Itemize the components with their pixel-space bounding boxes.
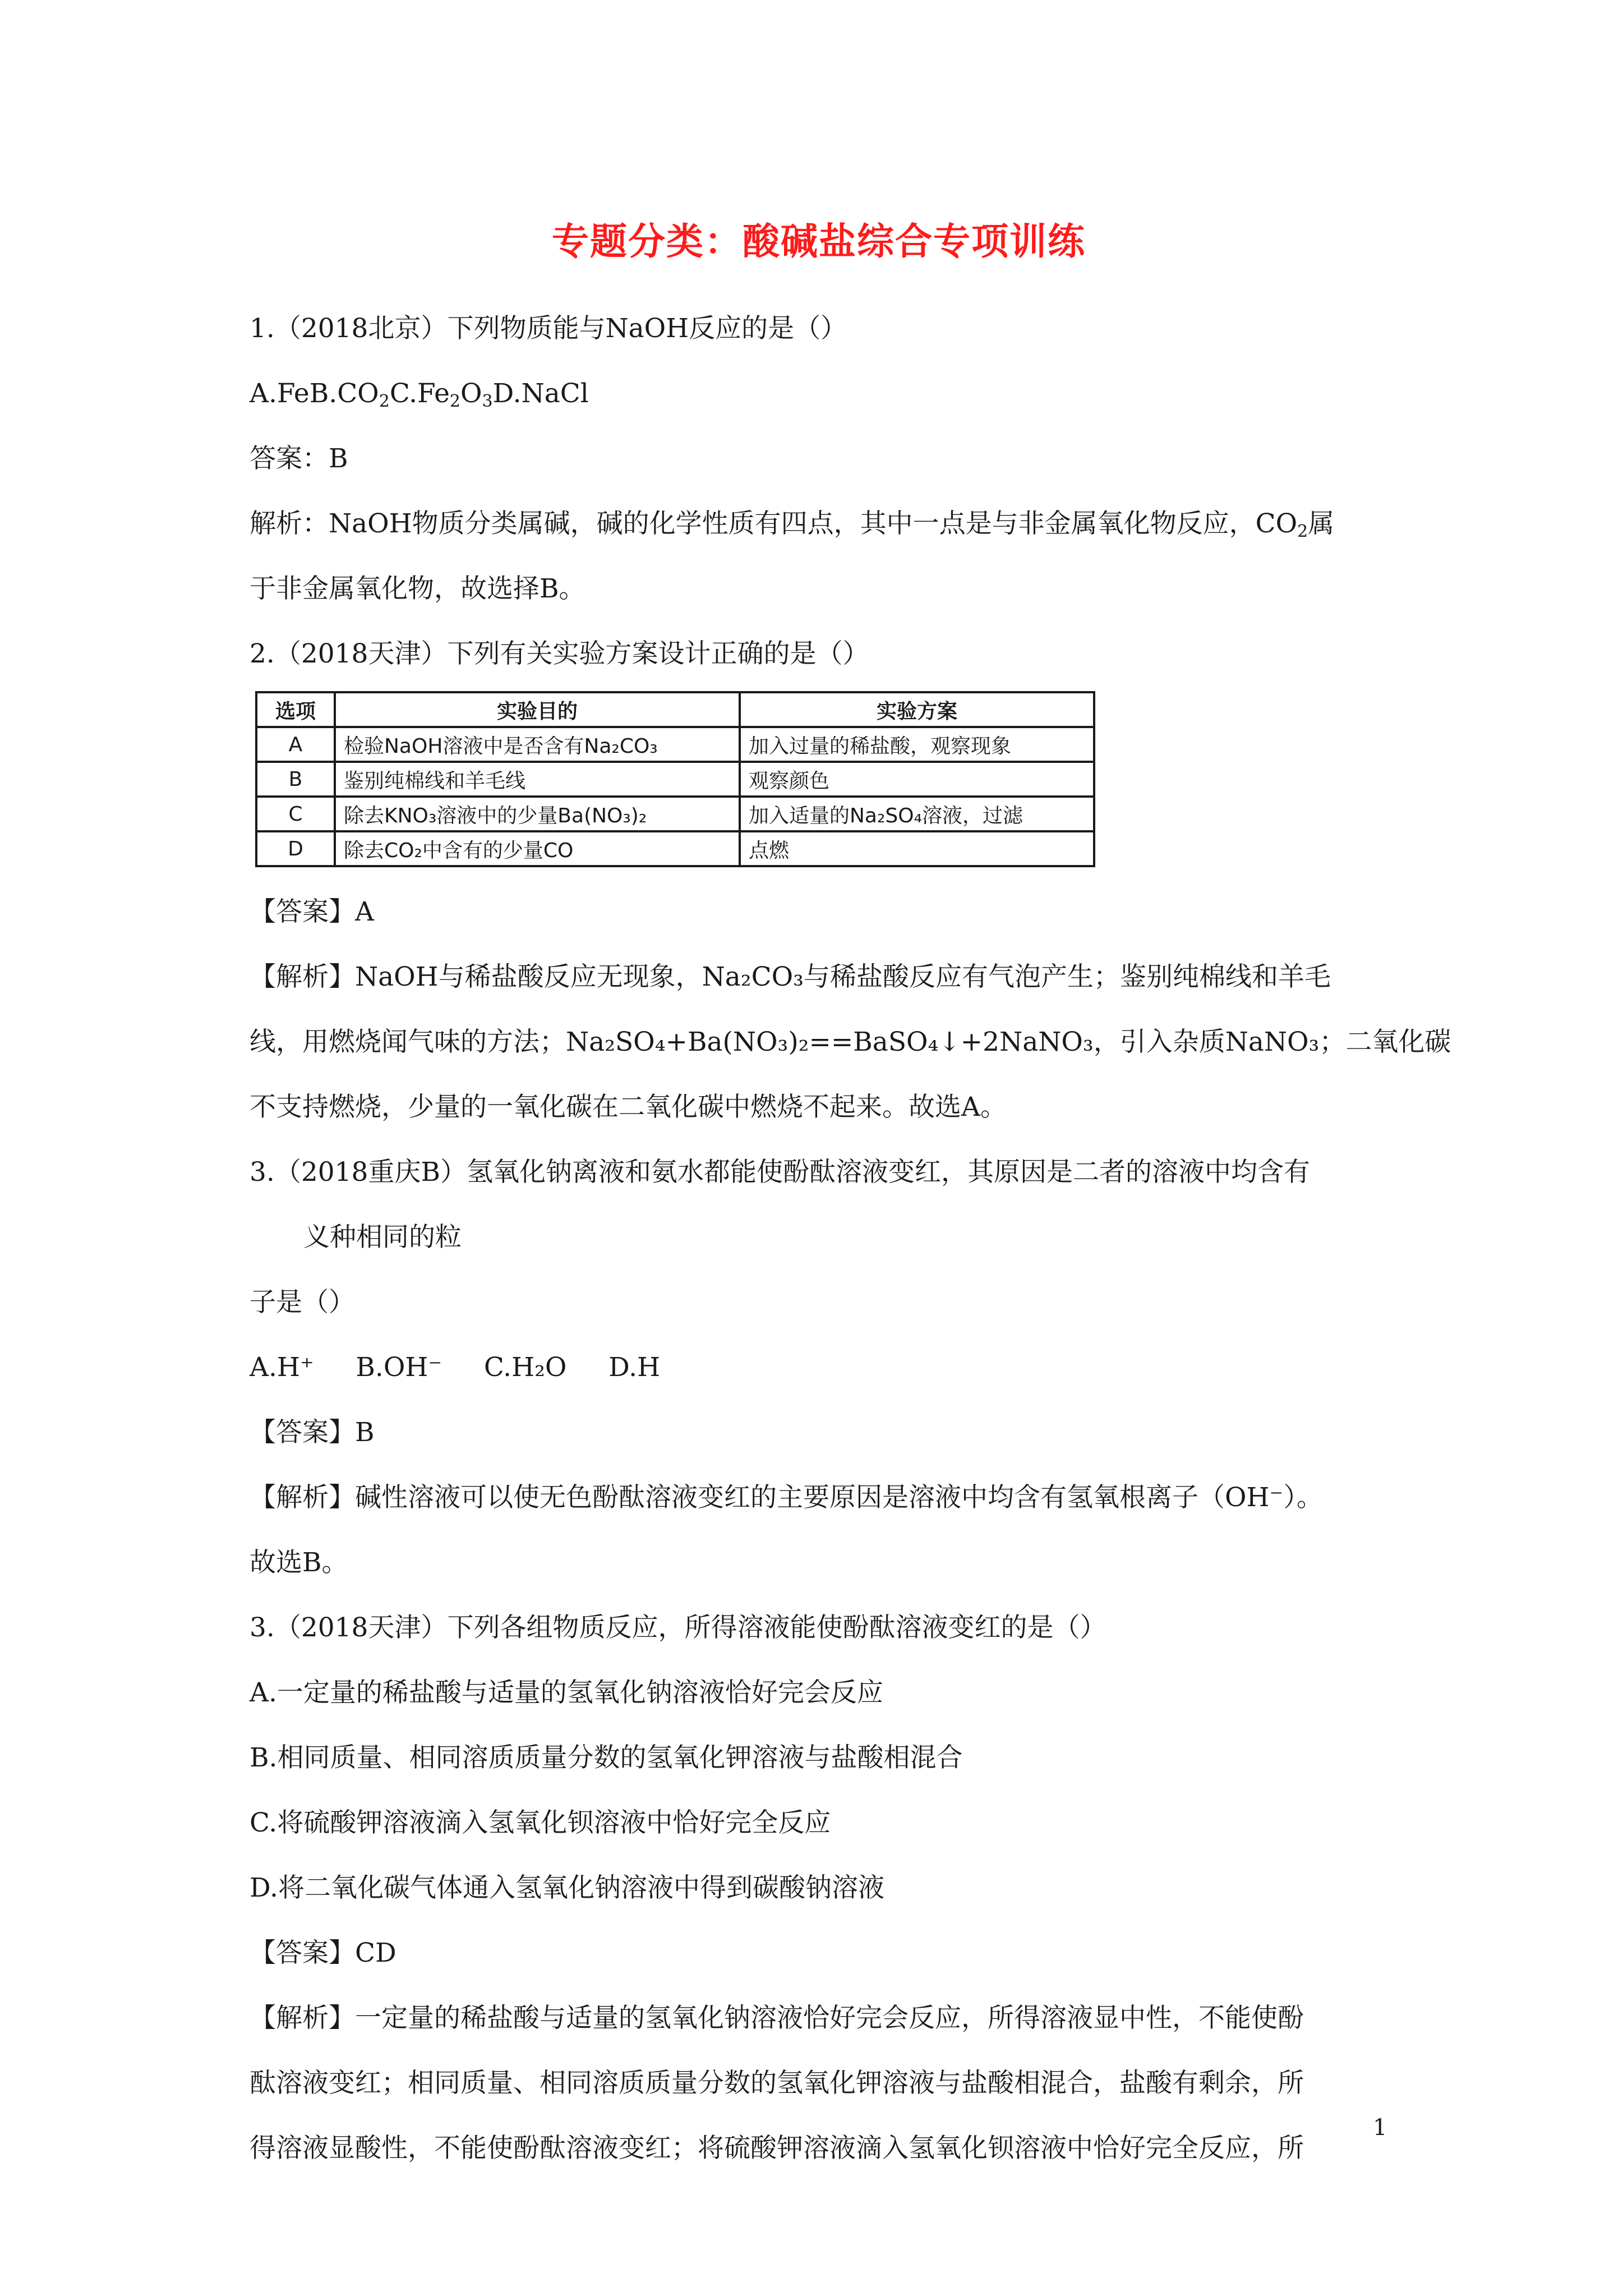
table-cell-option: B xyxy=(256,762,335,797)
q4-option-b: B.相同质量、相同溶质质量分数的氢氧化钾溶液与盐酸相混合 xyxy=(250,1742,963,1773)
q1-analysis-1b: 属 xyxy=(1308,508,1335,539)
q4-stem: 3.（2018天津）下列各组物质反应，所得溶液能使酚酞溶液变红的是（） xyxy=(250,1612,1106,1643)
q1-opt-d: D.NaCl xyxy=(492,378,589,409)
table-header-row xyxy=(256,692,1094,727)
q1-stem: 1.（2018北京）下列物质能与NaOH反应的是（） xyxy=(250,313,847,344)
q1-options xyxy=(250,361,1388,426)
table-cell-plan: 点燃 xyxy=(740,831,1094,866)
q3-analysis-line1: 【解析】碱性溶液可以使无色酚酞溶液变红的主要原因是溶液中均含有氢氧根离子（OH⁻）。 xyxy=(250,1482,1323,1513)
q4-option-d: D.将二氧化碳气体通入氢氧化钠溶液中得到碳酸钠溶液 xyxy=(250,1872,884,1903)
experiment-table xyxy=(255,691,1095,867)
table-cell-goal: 检验NaOH溶液中是否含有Na₂CO₃ xyxy=(335,727,740,762)
table-header-goal: 实验目的 xyxy=(335,692,740,727)
q3-options: A.H⁺ B.OH⁻ C.H₂O D.H xyxy=(250,1352,661,1383)
experiment-table-wrap xyxy=(255,691,1388,867)
table-header-plan: 实验方案 xyxy=(740,692,1094,727)
table-cell-goal: 除去CO₂中含有的少量CO xyxy=(335,831,740,866)
q1-analysis-sub: 2 xyxy=(1297,522,1308,541)
q3-stem-line2: 义种相同的粒 xyxy=(303,1222,462,1253)
q1-opt-c-sub2: 3 xyxy=(482,392,493,411)
q1-analysis-line1 xyxy=(250,491,1388,556)
q1-answer: 答案：B xyxy=(250,443,348,474)
q1-opt-ab: A.FeB.CO xyxy=(250,378,379,409)
q2-stem: 2.（2018天津）下列有关实验方案设计正确的是（） xyxy=(250,638,869,669)
q1-analysis-line2: 于非金属氧化物，故选择B。 xyxy=(250,573,585,604)
table-row xyxy=(256,831,1094,866)
q1-opt-c: C.Fe xyxy=(389,378,450,409)
q1-opt-c-mid: O xyxy=(460,378,482,409)
page-number: 1 xyxy=(1373,2115,1387,2141)
document-body xyxy=(250,213,1451,2181)
q2-answer: 【答案】A xyxy=(250,896,374,927)
table-row xyxy=(256,727,1094,762)
q2-analysis-line3: 不支持燃烧，少量的一氧化碳在二氧化碳中燃烧不起来。故选A。 xyxy=(250,1092,1007,1122)
table-cell-goal: 鉴别纯棉线和羊毛线 xyxy=(335,762,740,797)
q4-option-a: A.一定量的稀盐酸与适量的氢氧化钠溶液恰好完会反应 xyxy=(250,1677,883,1708)
table-row xyxy=(256,797,1094,831)
q4-analysis-line1: 【解析】一定量的稀盐酸与适量的氢氧化钠溶液恰好完会反应，所得溶液显中性，不能使酚 xyxy=(250,2003,1304,2033)
q2-analysis-line2: 线，用燃烧闻气味的方法；Na₂SO₄+Ba(NO₃)₂==BaSO₄↓+2NaNO₃，引入杂质NaNO₃；二氧化碳 xyxy=(250,1027,1451,1057)
table-cell-option: C xyxy=(256,797,335,831)
table-header-option: 选项 xyxy=(256,692,335,727)
q4-analysis-line3: 得溶液显酸性，不能使酚酞溶液变红；将硫酸钾溶液滴入氢氧化钡溶液中恰好完全反应，所 xyxy=(250,2133,1304,2164)
table-row xyxy=(256,762,1094,797)
table-cell-option: D xyxy=(256,831,335,866)
q2-analysis-line1: 【解析】NaOH与稀盐酸反应无现象，Na₂CO₃与稀盐酸反应有气泡产生；鉴别纯棉线和羊毛 xyxy=(250,961,1331,992)
q3-answer: 【答案】B xyxy=(250,1417,375,1448)
q4-answer: 【答案】CD xyxy=(250,1938,396,1968)
table-cell-plan: 加入适量的Na₂SO₄溶液，过滤 xyxy=(740,797,1094,831)
q4-option-c: C.将硫酸钾溶液滴入氢氧化钡溶液中恰好完全反应 xyxy=(250,1807,831,1838)
q4-analysis-line2: 酞溶液变红；相同质量、相同溶质质量分数的氢氧化钾溶液与盐酸相混合，盐酸有剩余，所 xyxy=(250,2068,1304,2099)
q3-analysis-line2: 故选B。 xyxy=(250,1547,348,1578)
q1-opt-ab-sub: 2 xyxy=(379,392,390,411)
table-cell-goal: 除去KNO₃溶液中的少量Ba(NO₃)₂ xyxy=(335,797,740,831)
table-cell-plan: 加入过量的稀盐酸，观察现象 xyxy=(740,727,1094,762)
page-title: 专题分类：酸碱盐综合专项训练 xyxy=(552,219,1086,263)
q1-analysis-1a: 解析：NaOH物质分类属碱，碱的化学性质有四点，其中一点是与非金属氧化物反应，CO xyxy=(250,508,1298,539)
q1-opt-c-sub1: 2 xyxy=(449,392,460,411)
q3-stem-line1: 3.（2018重庆B）氢氧化钠离液和氨水都能使酚酞溶液变红，其原因是二者的溶液中均含有 xyxy=(250,1157,1310,1188)
table-cell-option: A xyxy=(256,727,335,762)
q3-stem-line3: 子是（） xyxy=(250,1287,355,1318)
table-cell-plan: 观察颜色 xyxy=(740,762,1094,797)
